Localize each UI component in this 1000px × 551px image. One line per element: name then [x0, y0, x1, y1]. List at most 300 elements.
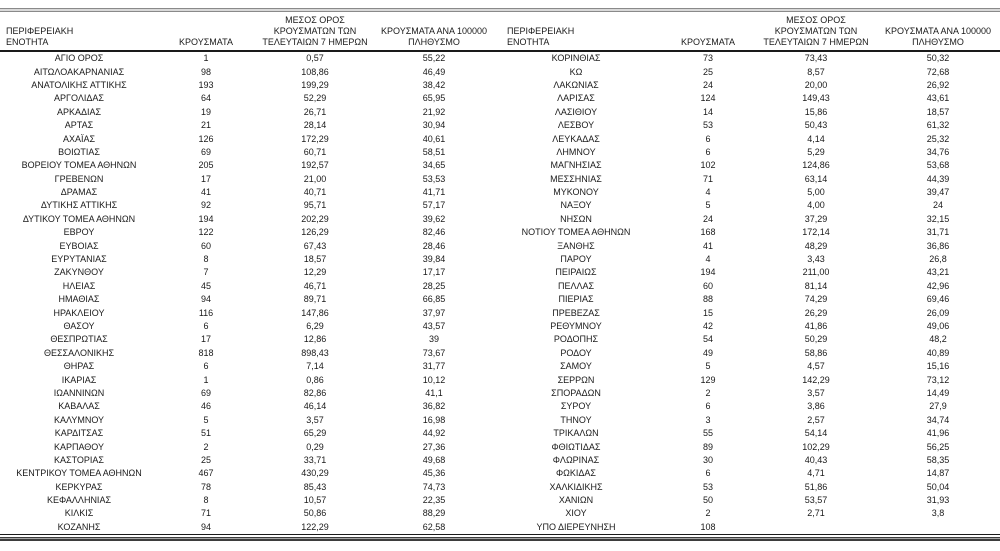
avg7-cell: 202,29: [301, 213, 329, 224]
avg7-cell: 4,71: [807, 468, 825, 479]
cases-cell: 2: [705, 508, 711, 519]
avg7-cell: 10,57: [303, 495, 327, 506]
avg7-cell: 211,00: [802, 267, 830, 278]
region-cell: ΚΟΖΑΝΗΣ: [0, 521, 158, 535]
per100k-cell: 73,12: [926, 374, 950, 385]
region-cell: ΣΕΡΡΩΝ: [557, 374, 595, 385]
region-cell: ΕΥΡΥΤΑΝΙΑΣ: [51, 254, 107, 265]
per100k-cell: 43,61: [926, 93, 950, 104]
per100k-cell: 74,73: [422, 481, 446, 492]
table-row: [0, 414, 1000, 427]
per100k-cell: 10,12: [422, 374, 446, 385]
region-cell: ΣΑΜΟΥ: [560, 361, 592, 372]
region-cell: ΤΗΝΟΥ: [560, 414, 592, 425]
col-header-per100k-left-label: ΚΡΟΥΣΜΑΤΑ ΑΝΑ 100000 ΠΛΗΘΥΣΜΟ: [381, 26, 487, 47]
per100k-cell: 28,46: [422, 240, 446, 251]
region-cell: ΥΠΟ ΔΙΕΡΕΥΝΗΣΗ: [492, 521, 660, 535]
avg7-cell: 142,29: [802, 374, 830, 385]
avg7-cell: 48,29: [804, 240, 828, 251]
avg7-cell: 33,71: [303, 454, 327, 465]
avg7-cell: 95,71: [303, 200, 327, 211]
table-row: [0, 65, 1000, 78]
cases-cell: 55: [702, 428, 713, 439]
table-row: [0, 481, 1000, 494]
per100k-cell: 22,35: [422, 495, 446, 506]
cases-cell: 818: [198, 347, 214, 358]
cases-cell: 54: [702, 334, 713, 345]
avg7-cell: 4,00: [807, 200, 825, 211]
cases-cell: 124: [700, 93, 716, 104]
per100k-cell: 44,92: [422, 428, 446, 439]
per100k-cell: 44,39: [926, 173, 950, 184]
per100k-cell: 31,71: [926, 227, 950, 238]
table-row: [0, 92, 1000, 105]
col-header-avg7-right: [756, 12, 876, 51]
cases-cell: 15: [702, 307, 713, 318]
region-cell: ΜΑΓΝΗΣΙΑΣ: [550, 160, 602, 171]
avg7-cell: 2,57: [807, 414, 825, 425]
region-cell: ΚΙΛΚΙΣ: [64, 508, 94, 519]
avg7-cell: 126,29: [301, 227, 329, 238]
avg7-cell: 12,29: [303, 267, 327, 278]
region-cell: ΑΡΓΟΛΙΔΑΣ: [54, 93, 104, 104]
region-cell: ΗΜΑΘΙΑΣ: [58, 294, 100, 305]
avg7-cell: 51,86: [804, 481, 828, 492]
avg7-cell: 46,14: [303, 401, 327, 412]
per100k-cell: 34,76: [926, 146, 950, 157]
cases-cell: 88: [702, 294, 713, 305]
region-cell: ΓΡΕΒΕΝΩΝ: [54, 173, 104, 184]
region-cell: ΛΕΥΚΑΔΑΣ: [552, 133, 600, 144]
region-cell: ΚΑΒΑΛΑΣ: [58, 401, 100, 412]
cases-cell: 24: [702, 213, 713, 224]
region-cell: ΖΑΚΥΝΘΟΥ: [54, 267, 104, 278]
cases-cell: 1: [203, 374, 209, 385]
region-cell: ΚΕΝΤΡΙΚΟΥ ΤΟΜΕΑ ΑΘΗΝΩΝ: [16, 468, 142, 479]
cases-cell: 71: [200, 508, 211, 519]
region-cell: ΠΑΡΟΥ: [560, 254, 592, 265]
avg7-cell: 26,71: [303, 106, 327, 117]
table-row: [0, 199, 1000, 212]
col-header-avg7-right-label: ΜΕΣΟΣ ΟΡΟΣ ΚΡΟΥΣΜΑΤΩΝ ΤΩΝ ΤΕΛΕΥΤΑΙΩΝ 7 ΗΜΕΡΩΝ: [763, 15, 869, 47]
avg7-cell: 54,14: [804, 428, 828, 439]
region-cell: ΣΠΟΡΑΔΩΝ: [551, 387, 601, 398]
region-cell: ΚΟΡΙΝΘΙΑΣ: [551, 53, 601, 64]
cases-cell: 92: [200, 200, 211, 211]
regional-cases-table: [0, 12, 1000, 535]
per100k-cell: 41,96: [926, 428, 950, 439]
cases-cell: 168: [700, 227, 716, 238]
avg7-cell: 3,57: [807, 387, 825, 398]
cases-cell: 14: [702, 106, 713, 117]
table-row: [0, 373, 1000, 386]
region-cell: ΛΑΚΩΝΙΑΣ: [553, 79, 599, 90]
avg7-cell: 430,29: [301, 468, 329, 479]
avg7-cell: 5,00: [807, 187, 825, 198]
per100k-cell: 24: [932, 200, 943, 211]
per100k-cell: 28,25: [422, 280, 446, 291]
table-row: [0, 360, 1000, 373]
header-row: [0, 12, 1000, 51]
region-cell: ΑΙΤΩΛΟΑΚΑΡΝΑΝΙΑΣ: [33, 66, 125, 77]
cases-cell: 6: [705, 401, 711, 412]
per100k-cell: 65,95: [422, 93, 446, 104]
avg7-cell: 3,86: [807, 401, 825, 412]
per100k-cell: 36,82: [422, 401, 446, 412]
table-row: [0, 440, 1000, 453]
avg7-cell: 122,29: [254, 521, 376, 535]
cases-cell: 94: [200, 294, 211, 305]
avg7-cell: 5,29: [807, 146, 825, 157]
cases-cell: 53: [702, 120, 713, 131]
cases-cell: 17: [200, 173, 211, 184]
cases-cell: 194: [700, 267, 716, 278]
region-cell: ΗΡΑΚΛΕΙΟΥ: [53, 307, 105, 318]
cases-cell: 3: [705, 414, 711, 425]
avg7-cell: 192,57: [301, 160, 329, 171]
per100k-cell: 49,06: [926, 321, 950, 331]
cases-cell: 205: [198, 160, 214, 171]
region-cell: ΚΩ: [569, 66, 583, 77]
avg7-cell: [756, 521, 876, 535]
col-header-avg7-left-label: ΜΕΣΟΣ ΟΡΟΣ ΚΡΟΥΣΜΑΤΩΝ ΤΩΝ ΤΕΛΕΥΤΑΙΩΝ 7 ΗΜΕΡΩΝ: [262, 15, 368, 47]
per100k-cell: 61,32: [926, 120, 950, 131]
table-row: [0, 173, 1000, 186]
cases-cell: 8: [203, 254, 209, 265]
table-row: [0, 79, 1000, 92]
col-header-cases-left: [158, 12, 254, 51]
region-cell: ΣΥΡΟΥ: [560, 401, 592, 412]
region-cell: ΕΒΡΟΥ: [63, 227, 95, 238]
per100k-cell: 39,84: [422, 254, 446, 265]
region-cell: ΑΡΚΑΔΙΑΣ: [56, 106, 102, 117]
cases-cell: 30: [702, 454, 713, 465]
per100k-cell: 26,92: [926, 79, 950, 90]
region-cell: ΔΥΤΙΚΗΣ ΑΤΤΙΚΗΣ: [40, 200, 118, 211]
avg7-cell: 40,71: [303, 187, 327, 198]
avg7-cell: 85,43: [303, 481, 327, 492]
per100k-cell: 82,46: [422, 227, 446, 238]
region-cell: ΚΑΡΔΙΤΣΑΣ: [54, 428, 104, 439]
avg7-cell: 65,29: [303, 428, 327, 439]
per100k-cell: 39,47: [926, 187, 950, 198]
cases-cell: 6: [705, 146, 711, 157]
per100k-cell: 39: [428, 334, 439, 345]
table-row: [0, 132, 1000, 145]
avg7-cell: 149,43: [802, 93, 830, 104]
region-cell: ΘΕΣΠΡΩΤΙΑΣ: [50, 334, 108, 345]
avg7-cell: 8,57: [807, 66, 825, 77]
per100k-cell: 62,58: [376, 521, 492, 535]
avg7-cell: 50,29: [804, 334, 828, 345]
region-cell: ΦΛΩΡΙΝΑΣ: [552, 454, 600, 465]
region-cell: ΜΕΣΣΗΝΙΑΣ: [550, 173, 602, 184]
avg7-cell: 172,14: [802, 227, 830, 238]
region-cell: ΘΗΡΑΣ: [63, 361, 95, 372]
cases-cell: 467: [198, 468, 214, 479]
region-cell: ΝΟΤΙΟΥ ΤΟΜΕΑ ΑΘΗΝΩΝ: [521, 227, 631, 238]
per100k-cell: 53,53: [422, 173, 446, 184]
per100k-cell: 50,04: [926, 481, 950, 492]
avg7-cell: 102,29: [802, 441, 830, 452]
avg7-cell: 4,14: [807, 133, 825, 144]
region-cell: ΛΕΣΒΟΥ: [557, 120, 595, 131]
avg7-cell: 3,43: [807, 254, 825, 265]
per100k-cell: 41,71: [422, 187, 446, 198]
per100k-cell: 66,85: [422, 294, 446, 305]
cases-cell: 2: [705, 387, 711, 398]
cases-cell: 41: [702, 240, 713, 251]
per100k-cell: 16,98: [422, 414, 446, 425]
table-row: [0, 400, 1000, 413]
avg7-cell: 50,43: [804, 120, 828, 131]
avg7-cell: 37,29: [804, 213, 828, 224]
avg7-cell: 50,86: [303, 508, 327, 519]
region-cell: ΚΕΡΚΥΡΑΣ: [55, 481, 103, 492]
cases-cell: 50: [702, 495, 713, 506]
table-row: [0, 347, 1000, 360]
cases-cell: 4: [705, 254, 711, 265]
per100k-cell: 38,42: [422, 79, 446, 90]
per100k-cell: 40,61: [422, 133, 446, 144]
cases-cell: 102: [700, 160, 716, 171]
avg7-cell: 12,86: [303, 334, 327, 345]
avg7-cell: 898,43: [301, 347, 329, 358]
per100k-cell: 42,96: [926, 280, 950, 291]
avg7-cell: 81,14: [804, 280, 828, 291]
avg7-cell: 0,86: [306, 374, 324, 385]
table-row: [0, 280, 1000, 293]
region-cell: ΡΟΔΟΠΗΣ: [553, 334, 599, 345]
cases-cell: 21: [200, 120, 211, 131]
cases-cell: 45: [200, 280, 211, 291]
cases-cell: 71: [702, 173, 713, 184]
cases-cell: 53: [702, 481, 713, 492]
avg7-cell: 0,29: [306, 441, 324, 452]
region-cell: ΚΑΛΥΜΝΟΥ: [53, 414, 105, 425]
region-cell: ΧΙΟΥ: [565, 508, 587, 519]
cases-cell: 69: [200, 387, 211, 398]
region-cell: ΘΑΣΟΥ: [63, 321, 95, 331]
region-cell: ΠΙΕΡΙΑΣ: [558, 294, 594, 305]
cases-cell: 6: [705, 468, 711, 479]
cases-cell: 5: [203, 414, 209, 425]
per100k-cell: 57,17: [422, 200, 446, 211]
cases-cell: 5: [705, 200, 711, 211]
per100k-cell: 45,36: [422, 468, 446, 479]
per100k-cell: 43,21: [926, 267, 950, 278]
cases-cell: 2: [203, 441, 209, 452]
region-cell: ΒΟΡΕΙΟΥ ΤΟΜΕΑ ΑΘΗΝΩΝ: [21, 160, 137, 171]
per100k-cell: 21,92: [422, 106, 446, 117]
avg7-cell: 53,57: [804, 495, 828, 506]
per100k-cell: 56,25: [926, 441, 950, 452]
region-cell: ΠΕΙΡΑΙΩΣ: [555, 267, 597, 278]
table-row: [0, 266, 1000, 279]
avg7-cell: 6,29: [306, 321, 324, 331]
avg7-cell: 60,71: [303, 146, 327, 157]
per100k-cell: 41,1: [425, 387, 443, 398]
cases-cell: 17: [200, 334, 211, 345]
table-row: [0, 427, 1000, 440]
cases-cell: 6: [203, 321, 209, 331]
per100k-cell: 36,86: [926, 240, 950, 251]
avg7-cell: 67,43: [303, 240, 327, 251]
region-cell: ΗΛΕΙΑΣ: [62, 280, 96, 291]
per100k-cell: 26,8: [929, 254, 947, 265]
avg7-cell: 2,71: [807, 508, 825, 519]
table-row: [0, 239, 1000, 252]
cases-cell: 42: [702, 321, 713, 331]
table-row: [0, 106, 1000, 119]
cases-cell: 60: [200, 240, 211, 251]
table-row: [0, 521, 1000, 535]
cases-cell: 108: [660, 521, 756, 535]
avg7-cell: 7,14: [306, 361, 324, 372]
per100k-cell: 50,32: [926, 53, 950, 64]
region-cell: ΑΡΤΑΣ: [64, 120, 94, 131]
avg7-cell: 73,43: [804, 53, 828, 64]
col-header-region-left-label: ΠΕΡΙΦΕΡΕΙΑΚΗ ΕΝΟΤΗΤΑ: [6, 26, 74, 47]
cases-cell: 51: [200, 428, 211, 439]
per100k-cell: 48,2: [929, 334, 947, 345]
region-cell: ΒΟΙΩΤΙΑΣ: [58, 146, 100, 157]
per100k-cell: 39,62: [422, 213, 446, 224]
avg7-cell: 108,86: [301, 66, 329, 77]
table-row: [0, 494, 1000, 507]
avg7-cell: 21,00: [303, 173, 327, 184]
avg7-cell: 20,00: [804, 79, 828, 90]
per100k-cell: 58,51: [422, 146, 446, 157]
col-header-per100k-left: [376, 12, 492, 51]
cases-cell: 69: [200, 146, 211, 157]
cases-cell: 19: [200, 106, 211, 117]
avg7-cell: 46,71: [303, 280, 327, 291]
cases-cell: 98: [200, 66, 211, 77]
cases-cell: 8: [203, 495, 209, 506]
region-cell: ΔΡΑΜΑΣ: [60, 187, 98, 198]
table-row: [0, 51, 1000, 65]
per100k-cell: 34,65: [422, 160, 446, 171]
cases-cell: 4: [705, 187, 711, 198]
avg7-cell: 124,86: [802, 160, 830, 171]
avg7-cell: 0,57: [306, 53, 324, 64]
cases-cell: 193: [198, 79, 214, 90]
avg7-cell: 82,86: [303, 387, 327, 398]
region-cell: ΕΥΒΟΙΑΣ: [59, 240, 99, 251]
col-header-cases-right-label: ΚΡΟΥΣΜΑΤΑ: [681, 37, 735, 47]
region-cell: ΧΑΛΚΙΔΙΚΗΣ: [549, 481, 603, 492]
cases-cell: 49: [702, 347, 713, 358]
col-header-per100k-right-label: ΚΡΟΥΣΜΑΤΑ ΑΝΑ 100000 ΠΛΗΘΥΣΜΟ: [885, 26, 991, 47]
avg7-cell: 28,14: [303, 120, 327, 131]
avg7-cell: 15,86: [804, 106, 828, 117]
col-header-avg7-left: [254, 12, 376, 51]
per100k-cell: 17,17: [422, 267, 446, 278]
table-row: [0, 213, 1000, 226]
cases-cell: 94: [158, 521, 254, 535]
table-row: [0, 253, 1000, 266]
region-cell: ΛΑΡΙΣΑΣ: [557, 93, 595, 104]
per100k-cell: 14,49: [926, 387, 950, 398]
col-header-per100k-right: [876, 12, 1000, 51]
cases-cell: 6: [705, 133, 711, 144]
per100k-cell: 49,68: [422, 454, 446, 465]
avg7-cell: 26,29: [804, 307, 828, 318]
region-cell: ΑΧΑΪΑΣ: [62, 133, 96, 144]
per100k-cell: 58,35: [926, 454, 950, 465]
per100k-cell: 46,49: [422, 66, 446, 77]
region-cell: ΠΕΛΛΑΣ: [557, 280, 595, 291]
per100k-cell: 73,67: [422, 347, 446, 358]
per100k-cell: 18,57: [926, 106, 950, 117]
region-cell: ΜΥΚΟΝΟΥ: [553, 187, 599, 198]
per100k-cell: 31,93: [926, 495, 950, 506]
avg7-cell: 63,14: [804, 173, 828, 184]
cases-cell: 129: [700, 374, 716, 385]
per100k-cell: 14,87: [926, 468, 950, 479]
region-cell: ΝΑΞΟΥ: [560, 200, 592, 211]
avg7-cell: 3,57: [306, 414, 324, 425]
per100k-cell: 72,68: [926, 66, 950, 77]
cases-cell: 64: [200, 93, 211, 104]
table-row: [0, 333, 1000, 346]
per100k-cell: 26,09: [926, 307, 950, 318]
cases-cell: 41: [200, 187, 211, 198]
col-header-region-right-label: ΠΕΡΙΦΕΡΕΙΑΚΗ ΕΝΟΤΗΤΑ: [507, 26, 575, 47]
table-row: [0, 507, 1000, 520]
table-row: [0, 119, 1000, 132]
cases-cell: 194: [198, 213, 214, 224]
per100k-cell: 31,77: [422, 361, 446, 372]
col-header-region-left: [0, 12, 158, 51]
col-header-cases-left-label: ΚΡΟΥΣΜΑΤΑ: [179, 37, 233, 47]
cases-cell: 60: [702, 280, 713, 291]
per100k-cell: 43,57: [422, 321, 446, 331]
per100k-cell: 3,8: [931, 508, 945, 519]
table-row: [0, 454, 1000, 467]
avg7-cell: 41,86: [804, 321, 828, 331]
table-row: [0, 186, 1000, 199]
table-row: [0, 467, 1000, 480]
avg7-cell: 4,57: [807, 361, 825, 372]
table-row: [0, 320, 1000, 333]
cases-cell: 73: [702, 53, 713, 64]
table-row: [0, 159, 1000, 172]
per100k-cell: 32,15: [926, 213, 950, 224]
cases-cell: 89: [702, 441, 713, 452]
table-row: [0, 293, 1000, 306]
region-cell: ΑΓΙΟ ΟΡΟΣ: [54, 53, 104, 64]
avg7-cell: 52,29: [303, 93, 327, 104]
per100k-cell: 53,68: [926, 160, 950, 171]
per100k-cell: 55,22: [422, 53, 446, 64]
region-cell: ΚΑΣΤΟΡΙΑΣ: [54, 454, 104, 465]
region-cell: ΧΑΝΙΩΝ: [558, 495, 594, 506]
region-cell: ΑΝΑΤΟΛΙΚΗΣ ΑΤΤΙΚΗΣ: [31, 79, 127, 90]
region-cell: ΚΕΦΑΛΛΗΝΙΑΣ: [46, 495, 112, 506]
avg7-cell: 40,43: [804, 454, 828, 465]
cases-cell: 126: [198, 133, 214, 144]
cases-cell: 5: [705, 361, 711, 372]
table-row: [0, 306, 1000, 319]
cases-cell: 25: [200, 454, 211, 465]
avg7-cell: 58,86: [804, 347, 828, 358]
table-row: [0, 226, 1000, 239]
region-cell: ΝΗΣΩΝ: [560, 213, 592, 224]
region-cell: ΘΕΣΣΑΛΟΝΙΚΗΣ: [43, 347, 115, 358]
per100k-cell: 69,46: [926, 294, 950, 305]
